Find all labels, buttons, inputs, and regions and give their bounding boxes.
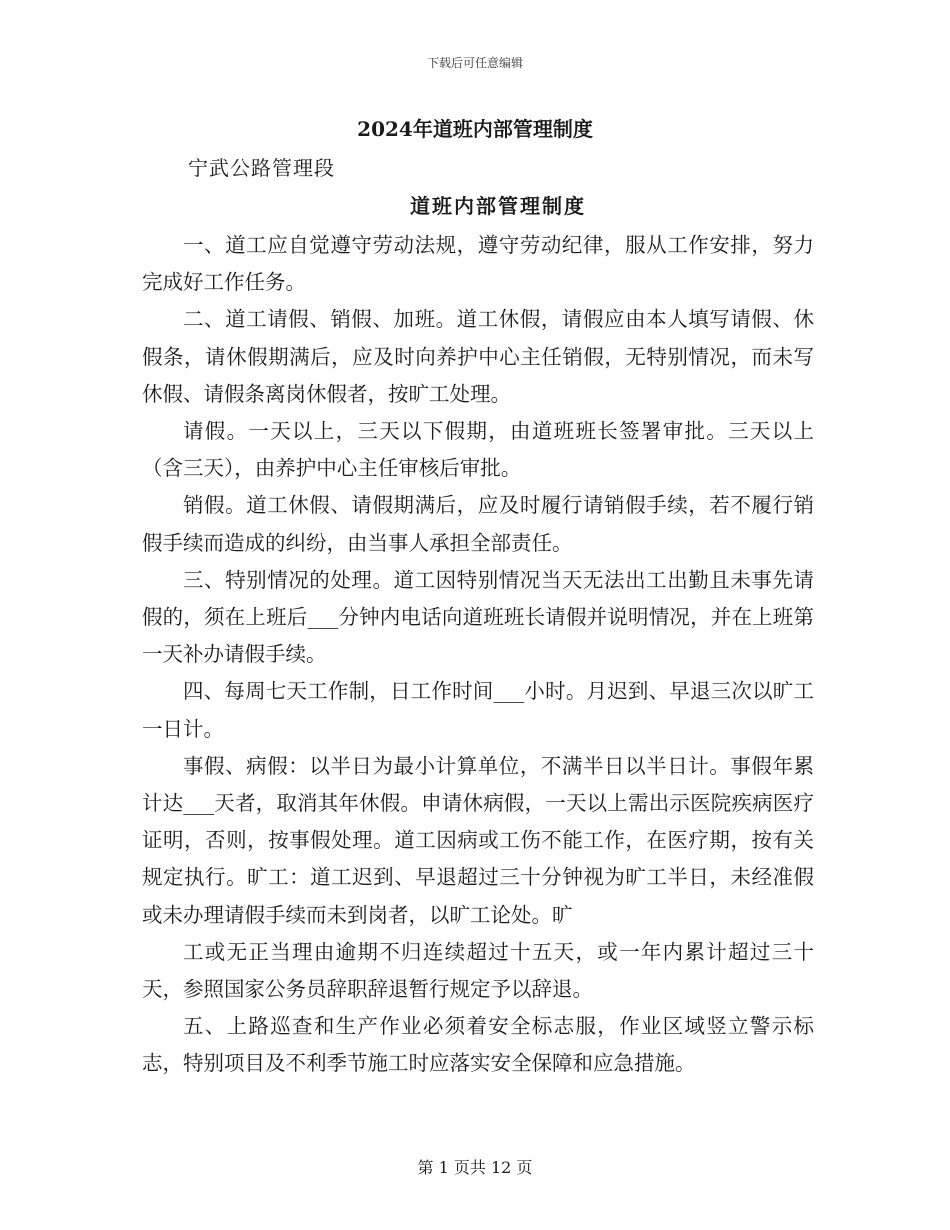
section-title: 道班内部管理制度 (410, 194, 586, 218)
paragraph-3: 请假。一天以上，三天以下假期，由道班班长签署审批。三天以上（含三天），由养护中心主任审核后审批。 (142, 419, 814, 481)
download-note: 下载后可任意编辑 (426, 56, 523, 70)
organization-name: 宁武公路管理段 (188, 156, 335, 180)
paragraph-4: 销假。道工休假、请假期满后，应及时履行请销假手续，若不履行销假手续而造成的纠纷，由当事人承担全部责任。 (142, 493, 814, 555)
document-title: 2024年道班内部管理制度 (357, 117, 593, 141)
page-footer: 第 1 页共 12 页 (417, 1158, 533, 1177)
paragraph-2: 二、道工请假、销假、加班。道工休假，请假应由本人填写请假、休假条，请休假期满后，应及时向养护中心主任销假，无特别情况，而未写休假、请假条离岗休假者，按旷工处理。 (142, 307, 814, 406)
paragraph-7: 事假、病假：以半日为最小计算单位，不满半日以半日计。事假年累计达___天者，取消其年休假。申请休病假，一天以上需出示医院疾病医疗证明，否则，按事假处理。道工因病或工伤不能工作，在医疗期，按有关规定执行。旷工：道工迟到、早退超过三十分钟视为旷工半日，未经准假或未办理请假手续而未到岗者，以旷工论处。旷 (142, 753, 814, 927)
paragraph-5: 三、特别情况的处理。道工因特别情况当天无法出工出勤且未事先请假的，须在上班后___分钟内电话向道班班长请假并说明情况，并在上班第一天补办请假手续。 (142, 567, 814, 667)
paragraph-9: 五、上路巡查和生产作业必须着安全标志服，作业区域竖立警示标志，特别项目及不利季节施工时应落实安全保障和应急措施。 (142, 1014, 814, 1076)
paragraph-8: 工或无正当理由逾期不归连续超过十五天，或一年内累计超过三十天，参照国家公务员辞职辞退暂行规定予以辞退。 (142, 939, 814, 1002)
paragraph-6: 四、每周七天工作制，日工作时间___小时。月迟到、早退三次以旷工一日计。 (142, 679, 814, 741)
paragraph-1: 一、道工应自觉遵守劳动法规，遵守劳动纪律，服从工作安排，努力完成好工作任务。 (142, 233, 814, 295)
document-body (142, 227, 814, 1083)
